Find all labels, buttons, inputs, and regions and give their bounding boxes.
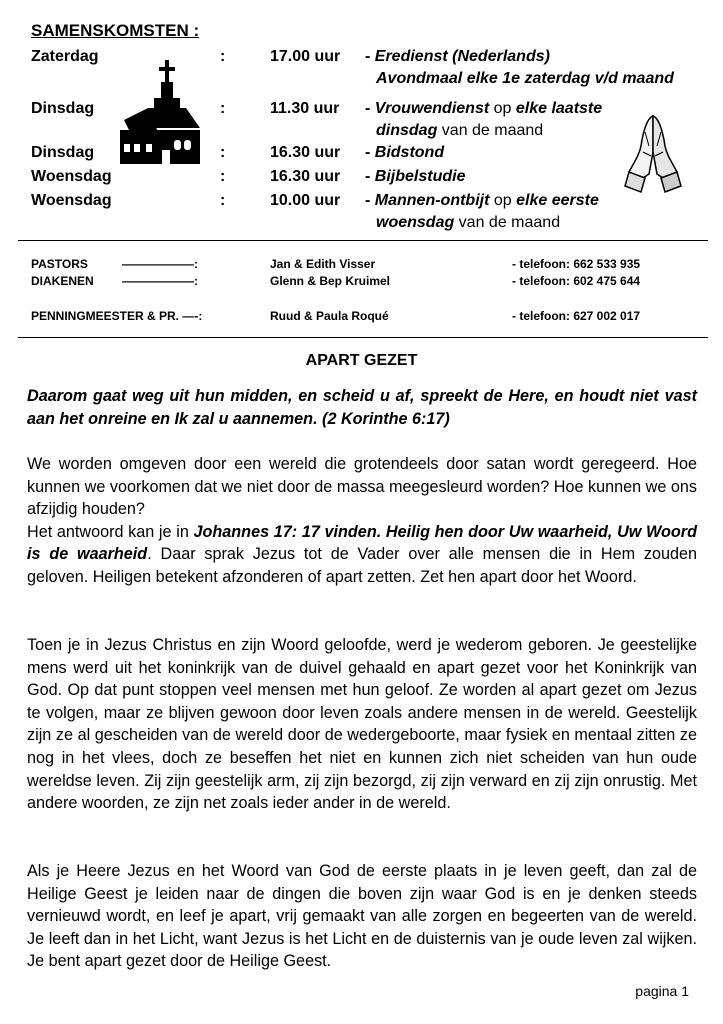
schedule-colon: : <box>220 100 226 117</box>
schedule-desc <box>365 46 715 90</box>
schedule-colon: : <box>220 144 226 161</box>
desc-main: Bijbelstudie <box>374 168 466 185</box>
schedule-colon: : <box>220 192 226 209</box>
schedule-time: 17.00 uur <box>270 48 341 65</box>
paragraph-text: We worden omgeven door een wereld die grotendeels door satan wordt geregeerd. Hoe kunnen we voorkomen dat we niet door de massa meegesleurd worden? Hoe kunnen we ons afzijdig houden? <box>27 455 697 519</box>
contact-role: PASTORS <box>31 257 88 271</box>
article-paragraph: Toen je in Jezus Christus en zijn Woord geloofde, werd je wederom geboren. Je geestelijke mens werd uit het koninkrijk van de duivel gehaald en apart gezet voor het Koninkrijk van God. Op dat punt stoppen veel mensen met hun geloof. Ze worden al apart gezet om Jezus te volgen, maar ze blijven gewoon door leven zoals andere mensen in de wereld. Geestelijk zijn ze al gescheiden van de wereld door de wedergeboorte, maar fysiek en mentaal zitten ze nog in het vlees, doch ze beseffen het niet en kunnen zich niet scheiden van hun oude wereldse leven. Zij zijn geestelijk arm, zij zijn bezorgd, zij zijn verward en zij zijn onrustig. Met andere woorden, ze zijn net zoals ieder ander in de wereld. <box>27 636 697 813</box>
desc-emph: elke laatste <box>515 100 603 117</box>
schedule-colon: : <box>220 48 226 65</box>
article-paragraph: Als je Heere Jezus en het Woord van God de eerste plaats in je leven geeft, dan zal de Heilige Geest je leiden naar de dingen die boven zijn waar God is en je denken steeds vernieuwd wordt, en leef je apart, vrij gemaakt van alle zorgen en begeerten van de wereld. Je leeft dan in het Licht, want Jezus is het Licht en de duisternis van je oude leven zal wijken. Je bent apart gezet door de Heilige Geest. <box>27 862 697 971</box>
dash: - <box>365 144 371 161</box>
schedule-day: Woensdag <box>31 168 112 185</box>
page-number: pagina 1 <box>635 983 689 999</box>
article-paragraph <box>27 453 697 589</box>
scripture-reference: Johannes 17: 17 vinden. Heilig hen door Uw waarheid, Uw Woord is de waarheid <box>27 522 697 564</box>
contact-role: DIAKENEN <box>31 274 94 288</box>
text-run: Het antwoord kan je in <box>27 522 194 541</box>
dash: - <box>365 192 371 209</box>
dash: - <box>365 48 371 65</box>
dash: - <box>365 168 371 185</box>
article-title: APART GEZET <box>305 352 418 369</box>
contact-separator: ——————: <box>122 274 198 288</box>
divider <box>18 337 708 338</box>
divider <box>18 240 708 241</box>
desc-sub: Avondmaal elke 1e zaterdag v/d maand <box>376 70 674 87</box>
schedule-day: Dinsdag <box>31 100 95 117</box>
schedule-time: 16.30 uur <box>270 144 341 161</box>
article-lead: Daarom gaat weg uit hun midden, en scheid u af, spreekt de Here, en houdt niet vast aan het onreine en Ik zal u aannemen. (2 Korinthe 6:17) <box>27 387 697 428</box>
desc-tail: van de maand <box>454 214 561 231</box>
schedule-desc <box>365 190 715 234</box>
contact-name: Glenn & Bep Kruimel <box>270 274 391 288</box>
schedule-colon: : <box>220 168 226 185</box>
desc-emph: dinsdag <box>376 122 438 139</box>
schedule-time: 10.00 uur <box>270 192 341 209</box>
church-icon <box>118 58 204 168</box>
contact-name: Ruud & Paula Roqué <box>270 309 389 323</box>
contact-role: PENNINGMEESTER & PR. —-: <box>31 309 203 323</box>
contact-phone: - telefoon: 662 533 935 <box>512 257 641 271</box>
dash: - <box>365 100 371 117</box>
desc-joiner: op <box>489 100 516 117</box>
text-run: . Daar sprak Jezus tot de Vader over alle mensen die in Hem zouden geloven. Heiligen betekent afzonderen of apart zetten. Zet hen apart door het Woord. <box>27 545 697 586</box>
schedule-day: Dinsdag <box>31 144 95 161</box>
contact-name: Jan & Edith Visser <box>270 257 376 271</box>
contact-separator: ——————: <box>122 257 198 271</box>
paragraph-text <box>27 521 697 589</box>
praying-hands-icon <box>623 112 683 194</box>
desc-tail: van de maand <box>437 122 544 139</box>
contact-phone: - telefoon: 602 475 644 <box>512 274 641 288</box>
contact-phone: - telefoon: 627 002 017 <box>512 309 641 323</box>
desc-joiner: op <box>489 192 517 209</box>
schedule-time: 11.30 uur <box>270 100 340 117</box>
schedule-day: Woensdag <box>31 192 112 209</box>
desc-main: Bidstond <box>374 144 445 161</box>
desc-main: Eredienst (Nederlands) <box>374 48 550 65</box>
schedule-day: Zaterdag <box>31 48 99 65</box>
desc-main: Mannen-ontbijt <box>374 192 490 209</box>
schedule-time: 16.30 uur <box>270 168 341 185</box>
desc-emph: woensdag <box>376 214 455 231</box>
desc-main: Vrouwendienst <box>374 100 490 117</box>
schedule-header: SAMENSKOMSTEN : <box>31 21 200 40</box>
desc-emph: elke eerste <box>516 192 599 209</box>
